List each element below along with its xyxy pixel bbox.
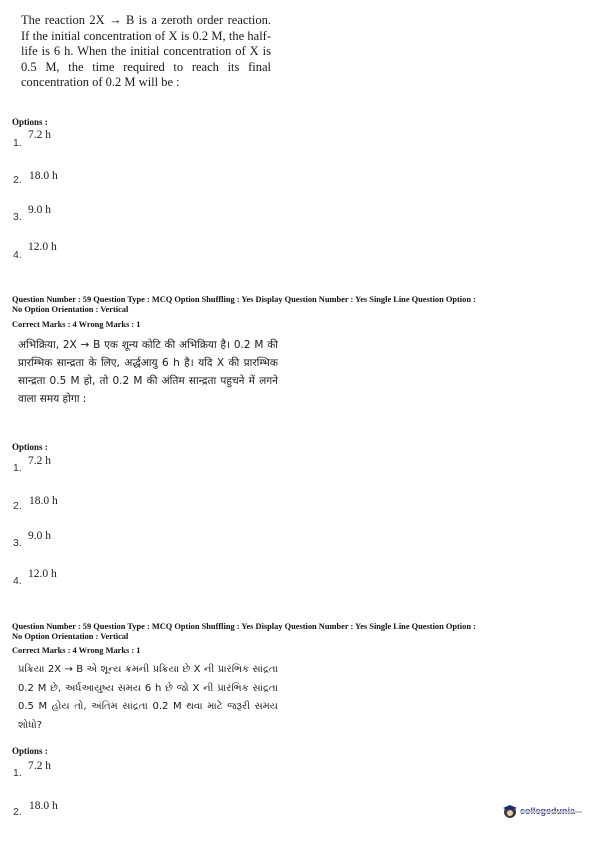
- option-number: 3.: [13, 537, 22, 549]
- option-value[interactable]: 18.0 h: [29, 800, 58, 812]
- option-number: 1.: [13, 767, 22, 779]
- option-value[interactable]: 18.0 h: [29, 495, 58, 507]
- question-meta-line: Question Number : 59 Question Type : MCQ Option Shuffling : Yes Display Question Number : Yes Single Line Question Option :: [12, 622, 476, 631]
- options-label: Options :: [12, 746, 48, 756]
- option-number: 2.: [13, 806, 22, 818]
- option-number: 4.: [13, 249, 22, 261]
- question-meta-line: No Option Orientation : Vertical: [12, 632, 129, 641]
- question-meta-line: No Option Orientation : Vertical: [12, 305, 129, 314]
- option-number: 4.: [13, 575, 22, 587]
- question-text-gujarati: પ્રક્રિયા 2X → B એ શૂન્ય ક્રમની પ્રક્રિયા છે X ની પ્રારંભિક સાંદ્રતા 0.2 M છે, અર્ધઆયુષ્ય સમય 6 h છે જો X ની પ્રારંભિક સાંદ્રતા 0.5 M હોય તો, અંતિમ સાંદ્રતા 0.2 M થવા માટે જરૂરી સમય શોધો?: [18, 664, 278, 731]
- option-value[interactable]: 7.2 h: [28, 129, 51, 141]
- option-value[interactable]: 7.2 h: [28, 455, 51, 467]
- option-value[interactable]: 9.0 h: [28, 530, 51, 542]
- question-text-english: The reaction 2X → B is a zeroth order reaction. If the initial concentration of X is 0.2 M, the half-life is 6 h. When the initial concentration of X is 0.5 M, the time required to reach its final concentration of 0.2 M will be :: [21, 13, 271, 89]
- question-text-hindi: अभिक्रिया, 2X → B एक शून्य कोटि की अभिक्रिया है। 0.2 M की प्रारम्भिक सान्द्रता के लिए, अर्द्धआयु 6 h है। यदि X की प्रारम्भिक सान्द्रता 0.5 M हो, तो 0.2 M की अंतिम सान्द्रता पहुचने में लगने वाला समय होगा :: [18, 339, 278, 405]
- marks-line: Correct Marks : 4 Wrong Marks : 1: [12, 646, 141, 655]
- logo-tagline: [520, 811, 582, 813]
- collegedunia-logo: [502, 799, 590, 823]
- question-meta-line: Question Number : 59 Question Type : MCQ Option Shuffling : Yes Display Question Number : Yes Single Line Question Option :: [12, 295, 476, 304]
- option-number: 1.: [13, 137, 22, 149]
- options-label: Options :: [12, 117, 48, 127]
- option-value[interactable]: 7.2 h: [28, 760, 51, 772]
- option-number: 1.: [13, 462, 22, 474]
- option-value[interactable]: 18.0 h: [29, 170, 58, 182]
- option-number: 2.: [13, 500, 22, 512]
- option-number: 2.: [13, 174, 22, 186]
- options-label: Options :: [12, 442, 48, 452]
- option-number: 3.: [13, 211, 22, 223]
- option-value[interactable]: 9.0 h: [28, 204, 51, 216]
- marks-line: Correct Marks : 4 Wrong Marks : 1: [12, 320, 141, 329]
- graduate-cap-icon: [502, 803, 518, 819]
- option-value[interactable]: 12.0 h: [28, 241, 57, 253]
- option-value[interactable]: 12.0 h: [28, 568, 57, 580]
